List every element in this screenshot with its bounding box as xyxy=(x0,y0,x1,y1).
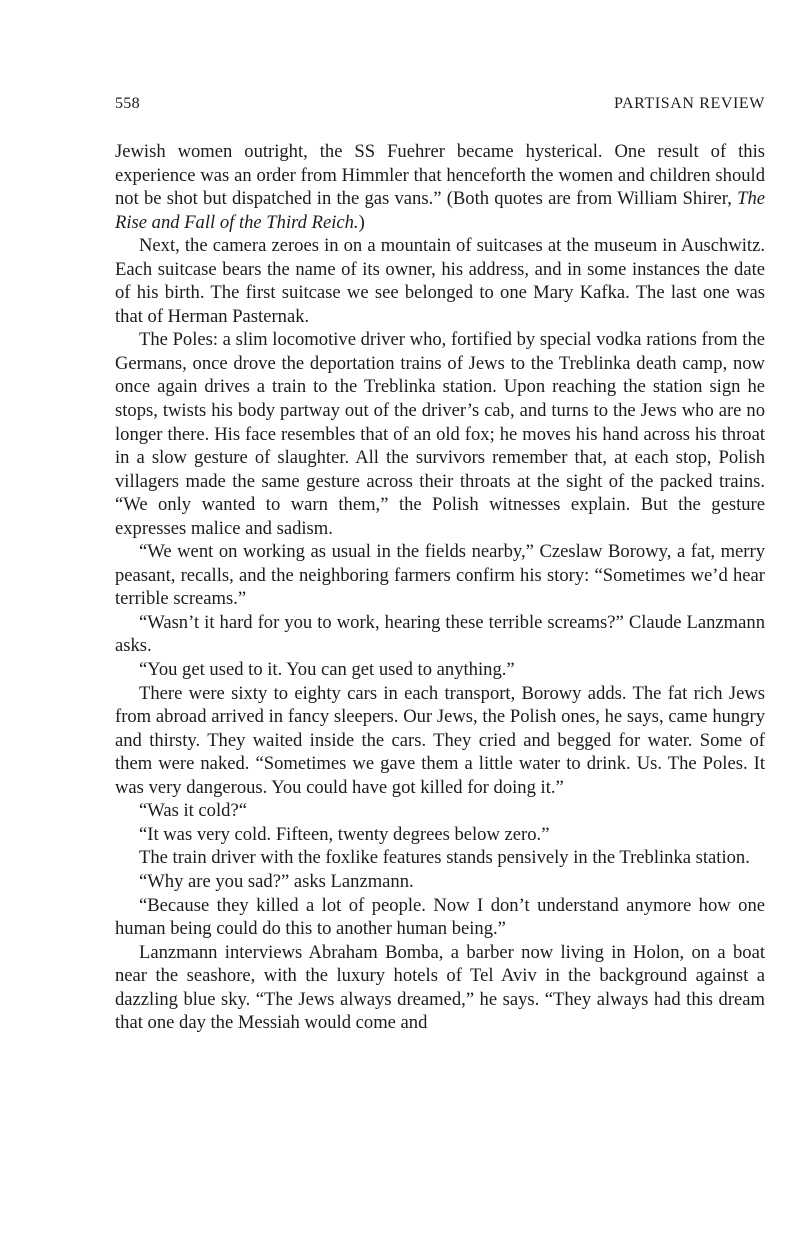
paragraph: Lanzmann interviews Abraham Bomba, a barber now living in Holon, on a boat near the seashore, with the luxury hotels of Tel Aviv in the background against a dazzling blue sky. “The Jews always dreamed,” he says. “They always had this dream that one day the Messiah would come and xyxy=(115,941,765,1034)
paragraph: “You get used to it. You can get used to anything.” xyxy=(139,659,515,681)
paragraph: The Poles: a slim locomotive driver who, fortified by special vodka rations from the Germans, once drove the deportation trains of Jews to the Treblinka death camp, now once again drives a train to the Treblinka station. Upon reaching the station sign he stops, twists his body partway out of the driver’s cab, and turns to the Jews who are no longer there. His face resembles that of an old fox; he moves his hand across his throat in a slow gesture of slaughter. All the survivors remember that, at each stop, Polish villagers made the same gesture across their throats at the sight of the packed trains. “We only wanted to warn them,” the Polish witnesses explain. But the gesture expresses malice and sadism. xyxy=(115,329,765,539)
paragraph: “Was it cold?“ xyxy=(139,800,247,822)
page-number: 558 xyxy=(115,95,140,112)
journal-title: PARTISAN REVIEW xyxy=(613,95,765,112)
paragraph: “Wasn’t it hard for you to work, hearing these terrible screams?” Claude Lanzmann asks. xyxy=(115,611,765,657)
book-title: The Rise and Fall of the Third Reich. xyxy=(115,188,765,233)
paragraph: “Because they killed a lot of people. Now I don’t understand anymore how one human being could do this to another human being.” xyxy=(115,894,765,940)
article-body xyxy=(115,140,765,1035)
paragraph-text-end: ) xyxy=(358,211,365,233)
paragraph: “We went on working as usual in the fields nearby,” Czeslaw Borowy, a fat, merry peasant, recalls, and the neighboring farmers confirm his story: “Sometimes we’d hear terrible screams.” xyxy=(115,541,765,610)
paragraph: The train driver with the foxlike features stands pensively in the Treblinka station. xyxy=(139,847,750,869)
paragraph: “It was very cold. Fifteen, twenty degrees below zero.” xyxy=(139,823,550,845)
paragraph: There were sixty to eighty cars in each transport, Borowy adds. The fat rich Jews from abroad arrived in fancy sleepers. Our Jews, the Polish ones, he says, came hungry and thirsty. They waited inside the cars. They cried and begged for water. Some of them were naked. “Sometimes we gave them a little water to drink. Us. The Poles. It was very dangerous. You could have got killed for doing it.” xyxy=(115,682,765,798)
paragraph: Next, the camera zeroes in on a mountain of suitcases at the museum in Auschwitz. Each suitcase bears the name of its owner, his address, and in some instances the date of his birth. The first suitcase we see belonged to one Mary Kafka. The last one was that of Herman Pasternak. xyxy=(115,235,765,327)
paragraph: “Why are you sad?” asks Lanzmann. xyxy=(139,870,414,892)
paragraph-text: Jewish women outright, the SS Fuehrer became hysterical. One result of this experience was an order from Himmler that henceforth the women and children should not be shot but dispatched in the gas vans.” (Both quotes are from William Shirer, xyxy=(115,141,765,210)
running-head xyxy=(115,95,765,117)
paragraph-continued xyxy=(115,140,765,234)
